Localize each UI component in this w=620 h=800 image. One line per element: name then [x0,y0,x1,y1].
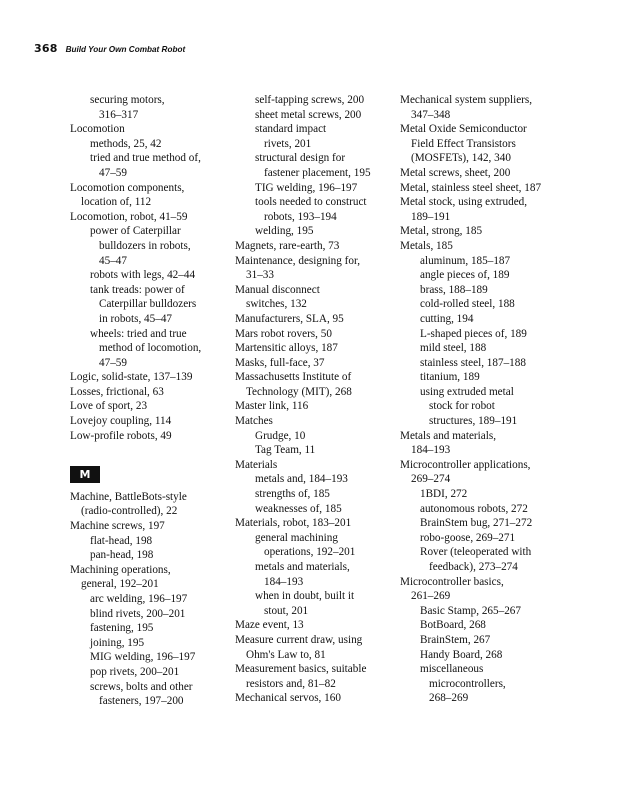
index-entry: Metals and materials, [400,429,496,442]
index-subentry: TIG welding, 196–197 [255,181,358,194]
index-subentry: Tag Team, 11 [255,444,316,457]
index-subentry: screws, bolts and other [90,680,193,693]
index-entry: Metal Oxide Semiconductor [400,123,527,136]
index-entry-continuation: 269–274 [411,473,451,486]
index-subentry: arc welding, 196–197 [90,593,188,605]
index-entry-continuation: 47–59 [99,356,127,369]
index-entry-continuation: 47–59 [99,166,127,179]
index-subentry: standard impact [255,123,327,136]
index-entry: Machine screws, 197 [70,520,165,533]
index-entry-continuation: 184–193 [411,444,451,457]
index-subentry: securing motors, [90,94,165,106]
index-subentry: miscellaneous [420,663,484,676]
index-subentry: brass, 188–189 [420,283,488,296]
section-spacer [70,443,230,458]
index-subentry: Grudge, 10 [255,429,306,442]
index-entry: Mars robot rovers, 50 [235,327,332,340]
index-subentry: power of Caterpillar [90,225,181,238]
page-number: 368 [34,42,58,55]
index-subentry: robots with legs, 42–44 [90,269,196,282]
index-subentry: welding, 195 [255,225,314,238]
index-subentry: MIG welding, 196–197 [90,651,196,664]
index-entry: Metal, strong, 185 [400,225,483,238]
index-entry-continuation: 189–191 [411,210,451,223]
index-entry: Losses, frictional, 63 [70,385,164,398]
index-entry: Low-profile robots, 49 [70,429,172,442]
index-entry-continuation: switches, 132 [246,298,307,311]
index-entry: Machine, BattleBots-style [70,490,187,503]
index-entry: Master link, 116 [235,400,309,413]
index-entry: Materials, robot, 183–201 [235,517,352,530]
index-subentry: blind rivets, 200–201 [90,607,186,620]
index-entry-continuation: general, 192–201 [81,578,159,591]
index-entry: Masks, full-face, 37 [235,356,325,369]
index-subentry: joining, 195 [90,636,145,649]
index-subentry: general machining [255,531,338,544]
index-entry: Locomotion [70,123,125,136]
index-entry: Manual disconnect [235,283,320,296]
index-entry-continuation: 316–317 [99,108,139,121]
index-subentry: Basic Stamp, 265–267 [420,604,521,617]
index-subentry: structural design for [255,152,346,165]
index-subentry: BrainStem, 267 [420,633,491,646]
index-entry-continuation: Ohm's Law to, 81 [246,648,326,661]
index-entry: Maintenance, designing for, [235,254,361,267]
index-entry-continuation: 31–33 [246,269,274,282]
index-entry: Metal screws, sheet, 200 [400,166,511,179]
index-entry-continuation: robots, 193–194 [264,210,337,223]
index-entry-continuation: resistors and, 81–82 [246,677,336,690]
index-entry-continuation: 268–269 [429,692,469,705]
index-subentry: BrainStem bug, 271–272 [420,517,533,530]
section-letter-heading [70,458,230,490]
index-subentry: titanium, 189 [420,371,480,384]
index-subentry: angle pieces of, 189 [420,269,510,282]
index-entry-continuation: in robots, 45–47 [99,312,173,325]
index-subentry: when in doubt, built it [255,590,355,603]
index-entry-continuation: 45–47 [99,254,127,267]
index-entry-continuation: microcontrollers, [429,677,506,690]
section-letter-badge: M [70,466,100,483]
index-entry: Metals, 185 [400,239,453,252]
index-entry: Microcontroller applications, [400,458,531,471]
index-entry: Matches [235,415,273,428]
index-entry: Manufacturers, SLA, 95 [235,312,344,325]
index-entry-continuation: Caterpillar bulldozers [99,298,197,311]
index-subentry: Handy Board, 268 [420,648,503,661]
index-subentry: tools needed to construct [255,196,367,209]
index-subentry: self-tapping screws, 200 [255,94,365,106]
index-entry: Mechanical servos, 160 [235,692,341,705]
index-entry-continuation: 261–269 [411,590,451,603]
index-subentry: metals and materials, [255,561,350,573]
index-subentry: cold-rolled steel, 188 [420,298,515,311]
index-entry-continuation: operations, 192–201 [264,546,356,559]
index-entry-continuation: Field Effect Transistors [411,137,516,150]
index-entry-continuation: location of, 112 [81,196,152,209]
index-subentry: weaknesses of, 185 [255,502,342,515]
index-subentry: 1BDI, 272 [420,488,468,501]
index-entry: Locomotion components, [70,181,185,194]
index-entry-continuation: 347–348 [411,108,451,121]
index-subentry: fastening, 195 [90,622,154,635]
index-entry-continuation: (MOSFETs), 142, 340 [411,152,511,165]
index-entry-continuation: fastener placement, 195 [264,166,371,179]
index-subentry: autonomous robots, 272 [420,502,528,515]
index-column-1 [70,93,230,709]
book-title: Build Your Own Combat Robot [65,45,186,54]
index-subentry: flat-head, 198 [90,534,153,547]
index-entry-continuation: rivets, 201 [264,137,312,150]
index-subentry: wheels: tried and true [90,327,187,340]
index-entry: Maze event, 13 [235,619,304,632]
index-column-3 [400,93,590,706]
index-subentry: methods, 25, 42 [90,137,162,150]
index-subentry: BotBoard, 268 [420,619,486,632]
index-entry: Measure current draw, using [235,633,363,646]
index-entry-continuation: stout, 201 [264,604,309,617]
index-subentry: stainless steel, 187–188 [420,356,526,369]
index-entry-continuation: bulldozers in robots, [99,239,191,252]
index-column-2 [235,93,395,706]
index-entry: Martensitic alloys, 187 [235,342,338,355]
index-subentry: aluminum, 185–187 [420,254,511,267]
index-subentry: strengths of, 185 [255,488,330,501]
index-subentry: pop rivets, 200–201 [90,665,180,678]
index-subentry: cutting, 194 [420,312,474,325]
index-entry: Love of sport, 23 [70,400,148,413]
index-subentry: using extruded metal [420,385,514,398]
index-subentry: tried and true method of, [90,152,201,165]
index-entry: Logic, solid-state, 137–139 [70,371,193,384]
index-entry: Locomotion, robot, 41–59 [70,210,188,223]
index-entry: Lovejoy coupling, 114 [70,415,172,428]
index-subentry: mild steel, 188 [420,342,487,355]
index-entry: Machining operations, [70,563,171,576]
index-subentry: metals and, 184–193 [255,473,348,486]
index-entry: Metal stock, using extruded, [400,196,528,209]
index-entry-continuation: feedback), 273–274 [429,561,518,573]
index-entry: Magnets, rare-earth, 73 [235,239,340,252]
index-entry: Measurement basics, suitable [235,663,367,676]
index-entry-continuation: structures, 189–191 [429,415,518,428]
index-entry: Metal, stainless steel sheet, 187 [400,181,542,194]
index-subentry: tank treads: power of [90,283,185,296]
index-entry: Microcontroller basics, [400,575,504,588]
index-subentry: sheet metal screws, 200 [255,108,362,121]
index-entry-continuation: fasteners, 197–200 [99,695,184,708]
index-entry-continuation: stock for robot [429,400,495,413]
index-entry-continuation: method of locomotion, [99,342,202,355]
index-entry: Massachusetts Institute of [235,371,352,384]
index-subentry: L-shaped pieces of, 189 [420,327,527,340]
index-subentry: pan-head, 198 [90,549,154,562]
index-entry-continuation: Technology (MIT), 268 [246,385,352,398]
index-subentry: robo-goose, 269–271 [420,531,516,544]
index-entry-continuation: (radio-controlled), 22 [81,505,178,518]
index-entry: Mechanical system suppliers, [400,94,533,106]
index-subentry: Rover (teleoperated with [420,546,532,559]
index-entry: Materials [235,458,278,471]
index-entry-continuation: 184–193 [264,575,304,588]
running-header [34,42,185,58]
